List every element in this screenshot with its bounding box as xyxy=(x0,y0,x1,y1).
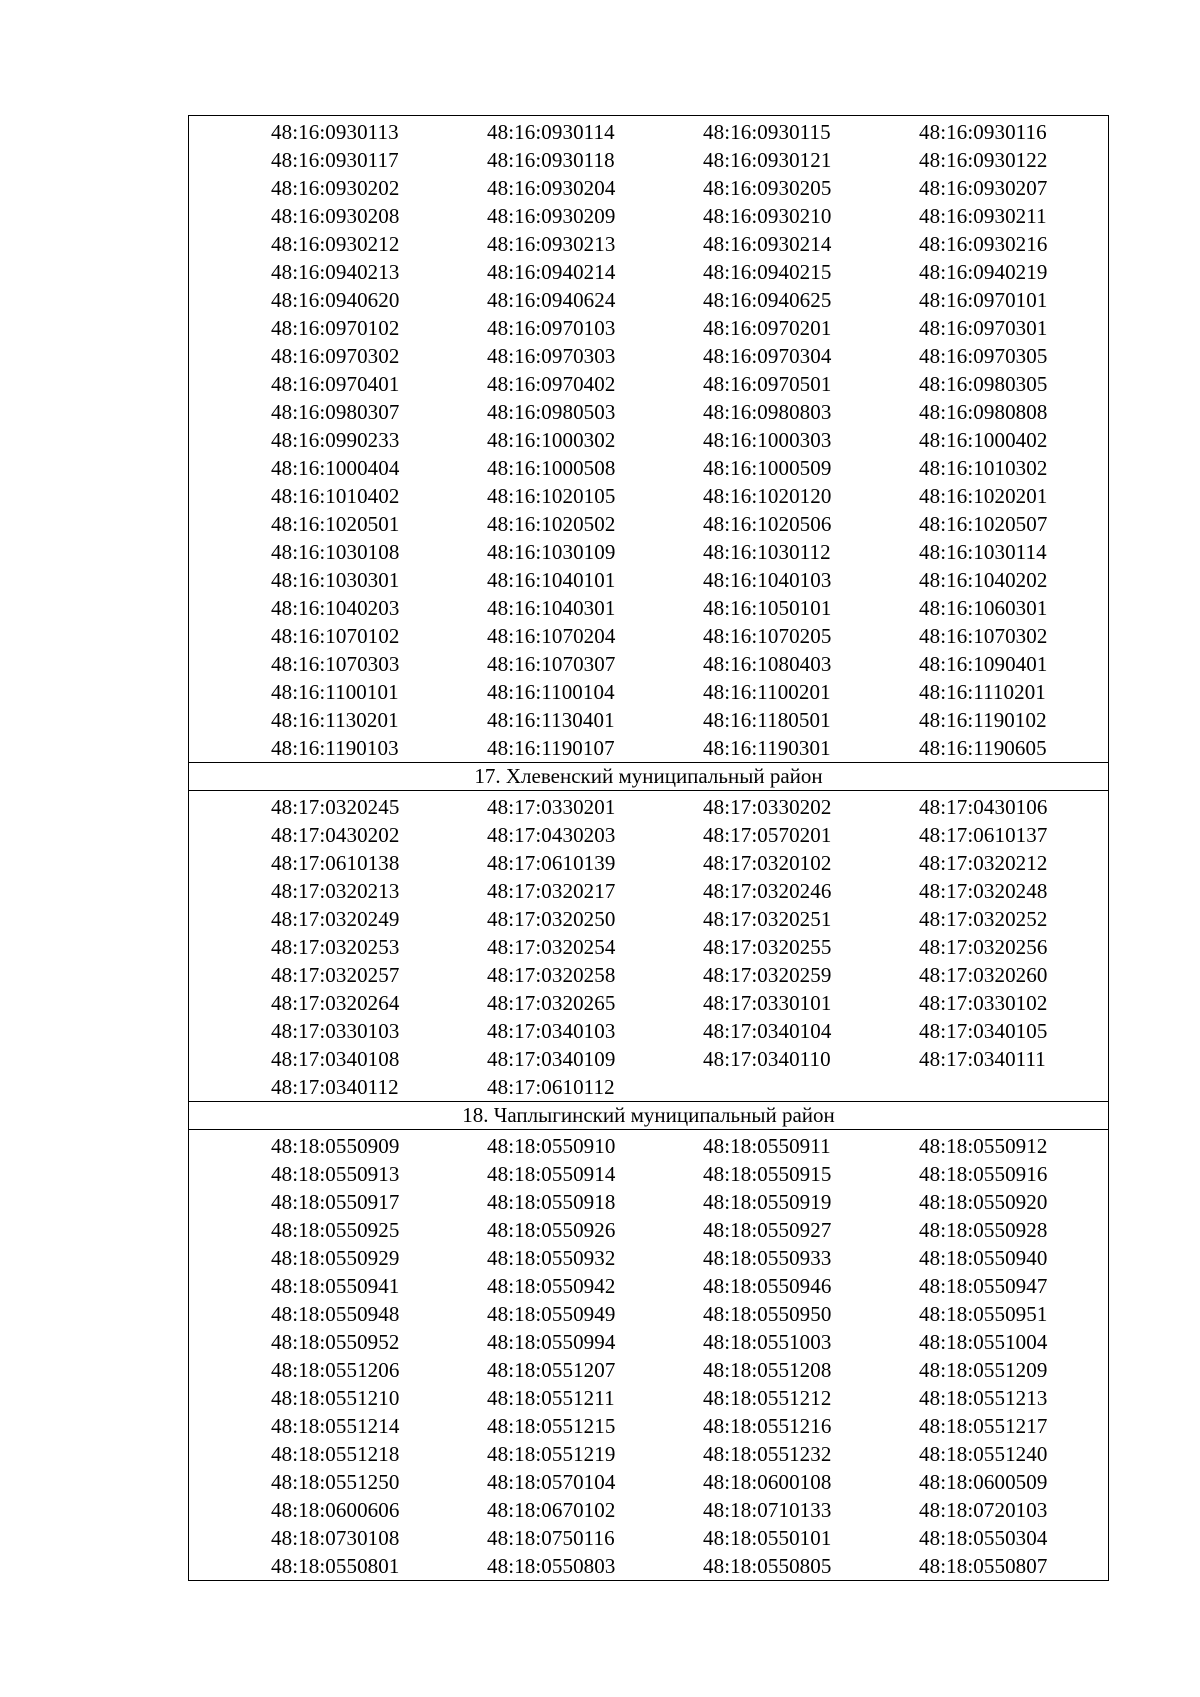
cadastral-number: 48:16:0980307 xyxy=(271,400,400,424)
cadastral-number: 48:18:0550304 xyxy=(919,1526,1048,1550)
cadastral-number: 48:18:0551209 xyxy=(919,1358,1048,1382)
cadastral-number: 48:17:0330101 xyxy=(703,991,832,1015)
cadastral-number: 48:16:1020501 xyxy=(271,512,400,536)
cadastral-number: 48:18:0550914 xyxy=(487,1162,616,1186)
cadastral-number: 48:18:0730108 xyxy=(271,1526,400,1550)
cadastral-number: 48:16:1030108 xyxy=(271,540,400,564)
cadastral-number: 48:17:0320256 xyxy=(919,935,1048,959)
cadastral-number: 48:16:0970304 xyxy=(703,344,832,368)
cadastral-number: 48:16:1070302 xyxy=(919,624,1048,648)
cadastral-number: 48:18:0550927 xyxy=(703,1218,832,1242)
section-18-chaplyginsky xyxy=(189,1101,1108,1580)
cadastral-number: 48:17:0430202 xyxy=(271,823,400,847)
cadastral-number: 48:16:1010302 xyxy=(919,456,1048,480)
cadastral-number: 48:18:0600606 xyxy=(271,1498,400,1522)
cadastral-number: 48:18:0551207 xyxy=(487,1358,616,1382)
cadastral-number: 48:16:0980503 xyxy=(487,400,616,424)
cadastral-number: 48:17:0320264 xyxy=(271,991,400,1015)
cadastral-number: 48:17:0320245 xyxy=(271,795,400,819)
cadastral-number: 48:16:0930208 xyxy=(271,204,400,228)
cadastral-number: 48:16:0940215 xyxy=(703,260,832,284)
cadastral-number: 48:16:1000402 xyxy=(919,428,1048,452)
cadastral-number: 48:16:1090401 xyxy=(919,652,1048,676)
cadastral-number: 48:16:0940625 xyxy=(703,288,832,312)
cadastral-number: 48:16:1040301 xyxy=(487,596,616,620)
cadastral-number: 48:17:0430106 xyxy=(919,795,1048,819)
cadastral-number: 48:18:0600509 xyxy=(919,1470,1048,1494)
cadastral-number: 48:16:0970305 xyxy=(919,344,1048,368)
cadastral-number: 48:16:0930122 xyxy=(919,148,1048,172)
cadastral-number: 48:18:0710133 xyxy=(703,1498,832,1522)
cadastral-number: 48:18:0550948 xyxy=(271,1302,400,1326)
cadastral-number: 48:16:1190605 xyxy=(919,736,1047,760)
cadastral-number: 48:17:0320265 xyxy=(487,991,616,1015)
cadastral-number: 48:16:1100104 xyxy=(487,680,615,704)
cadastral-number: 48:16:0930121 xyxy=(703,148,832,172)
cadastral-number: 48:16:1000303 xyxy=(703,428,832,452)
cadastral-number: 48:16:1130201 xyxy=(271,708,399,732)
cadastral-number: 48:18:0550946 xyxy=(703,1274,832,1298)
cadastral-number: 48:16:1070204 xyxy=(487,624,616,648)
cadastral-number: 48:16:1030109 xyxy=(487,540,616,564)
cadastral-number: 48:16:1190301 xyxy=(703,736,831,760)
cadastral-number: 48:18:0551216 xyxy=(703,1414,832,1438)
cadastral-number: 48:16:0930117 xyxy=(271,148,399,172)
cadastral-number: 48:16:1070303 xyxy=(271,652,400,676)
cadastral-number: 48:17:0330202 xyxy=(703,795,832,819)
cadastral-number: 48:18:0550950 xyxy=(703,1302,832,1326)
cadastral-number: 48:17:0320251 xyxy=(703,907,832,931)
cadastral-number: 48:16:0970201 xyxy=(703,316,832,340)
cadastral-number: 48:17:0330103 xyxy=(271,1019,400,1043)
cadastral-number: 48:18:0551212 xyxy=(703,1386,832,1410)
code-grid xyxy=(189,1130,1108,1580)
cadastral-number: 48:16:0930210 xyxy=(703,204,832,228)
cadastral-number: 48:16:1000508 xyxy=(487,456,616,480)
cadastral-number: 48:16:0930212 xyxy=(271,232,400,256)
cadastral-number: 48:17:0320257 xyxy=(271,963,400,987)
cadastral-number: 48:16:0970303 xyxy=(487,344,616,368)
cadastral-number: 48:18:0550926 xyxy=(487,1218,616,1242)
cadastral-number: 48:18:0720103 xyxy=(919,1498,1048,1522)
cadastral-number: 48:17:0610139 xyxy=(487,851,616,875)
cadastral-number: 48:18:0551215 xyxy=(487,1414,616,1438)
cadastral-number: 48:18:0551003 xyxy=(703,1330,832,1354)
cadastral-number: 48:18:0600108 xyxy=(703,1470,832,1494)
section-16-continued xyxy=(189,116,1108,762)
cadastral-number: 48:16:1190102 xyxy=(919,708,1047,732)
cadastral-number: 48:16:1020105 xyxy=(487,484,616,508)
cadastral-number: 48:16:0940620 xyxy=(271,288,400,312)
cadastral-number: 48:17:0610137 xyxy=(919,823,1048,847)
cadastral-number: 48:18:0551210 xyxy=(271,1386,400,1410)
cadastral-number: 48:16:0930202 xyxy=(271,176,400,200)
cadastral-number: 48:17:0340103 xyxy=(487,1019,616,1043)
cadastral-number: 48:18:0550916 xyxy=(919,1162,1048,1186)
cadastral-number: 48:16:0980803 xyxy=(703,400,832,424)
cadastral-number: 48:17:0320213 xyxy=(271,879,400,903)
cadastral-number: 48:16:1180501 xyxy=(703,708,831,732)
cadastral-number: 48:16:0930118 xyxy=(487,148,615,172)
cadastral-number: 48:17:0340104 xyxy=(703,1019,832,1043)
cadastral-number: 48:16:1130401 xyxy=(487,708,615,732)
cadastral-number: 48:16:1070205 xyxy=(703,624,832,648)
cadastral-number: 48:16:1110201 xyxy=(919,680,1046,704)
cadastral-number: 48:16:0940214 xyxy=(487,260,616,284)
cadastral-number: 48:18:0551250 xyxy=(271,1470,400,1494)
cadastral-number: 48:17:0320248 xyxy=(919,879,1048,903)
cadastral-table xyxy=(188,115,1109,1581)
cadastral-number: 48:18:0550925 xyxy=(271,1218,400,1242)
cadastral-number: 48:18:0551213 xyxy=(919,1386,1048,1410)
cadastral-number: 48:18:0550803 xyxy=(487,1554,616,1578)
cadastral-number: 48:16:0930114 xyxy=(487,120,615,144)
cadastral-number: 48:18:0550911 xyxy=(703,1134,831,1158)
cadastral-number: 48:17:0320260 xyxy=(919,963,1048,987)
cadastral-number: 48:16:0970101 xyxy=(919,288,1048,312)
cadastral-number: 48:16:1030301 xyxy=(271,568,400,592)
cadastral-number: 48:16:1040203 xyxy=(271,596,400,620)
cadastral-number: 48:16:0930216 xyxy=(919,232,1048,256)
cadastral-number: 48:16:1060301 xyxy=(919,596,1048,620)
cadastral-number: 48:18:0670102 xyxy=(487,1498,616,1522)
cadastral-number: 48:17:0330201 xyxy=(487,795,616,819)
cadastral-number: 48:18:0551004 xyxy=(919,1330,1048,1354)
cadastral-number: 48:18:0551211 xyxy=(487,1386,615,1410)
cadastral-number: 48:16:0990233 xyxy=(271,428,400,452)
cadastral-number: 48:18:0550949 xyxy=(487,1302,616,1326)
cadastral-number: 48:18:0551214 xyxy=(271,1414,400,1438)
cadastral-number: 48:18:0550912 xyxy=(919,1134,1048,1158)
cadastral-number: 48:16:1080403 xyxy=(703,652,832,676)
cadastral-number: 48:16:0930204 xyxy=(487,176,616,200)
cadastral-number: 48:16:0970401 xyxy=(271,372,400,396)
cadastral-number: 48:18:0551217 xyxy=(919,1414,1048,1438)
cadastral-number: 48:17:0340109 xyxy=(487,1047,616,1071)
cadastral-number: 48:16:0930113 xyxy=(271,120,399,144)
cadastral-number: 48:16:0940624 xyxy=(487,288,616,312)
cadastral-number: 48:18:0550909 xyxy=(271,1134,400,1158)
cadastral-number: 48:16:1100101 xyxy=(271,680,399,704)
cadastral-number: 48:17:0340112 xyxy=(271,1075,399,1099)
cadastral-number: 48:18:0551219 xyxy=(487,1442,616,1466)
cadastral-number: 48:16:0940219 xyxy=(919,260,1048,284)
cadastral-number: 48:18:0550952 xyxy=(271,1330,400,1354)
cadastral-number: 48:16:0940213 xyxy=(271,260,400,284)
cadastral-number: 48:16:1190103 xyxy=(271,736,399,760)
cadastral-number: 48:16:1040103 xyxy=(703,568,832,592)
cadastral-number: 48:17:0320253 xyxy=(271,935,400,959)
cadastral-number: 48:16:0980305 xyxy=(919,372,1048,396)
cadastral-number: 48:17:0610112 xyxy=(487,1075,615,1099)
cadastral-number: 48:16:0930211 xyxy=(919,204,1047,228)
cadastral-number: 48:17:0320102 xyxy=(703,851,832,875)
cadastral-number: 48:18:0551208 xyxy=(703,1358,832,1382)
cadastral-number: 48:18:0550940 xyxy=(919,1246,1048,1270)
cadastral-number: 48:18:0550929 xyxy=(271,1246,400,1270)
cadastral-number: 48:17:0340105 xyxy=(919,1019,1048,1043)
cadastral-number: 48:18:0550919 xyxy=(703,1190,832,1214)
cadastral-number: 48:18:0551206 xyxy=(271,1358,400,1382)
cadastral-number: 48:16:0930213 xyxy=(487,232,616,256)
cadastral-number: 48:16:1100201 xyxy=(703,680,831,704)
cadastral-number: 48:16:0970103 xyxy=(487,316,616,340)
cadastral-number: 48:17:0320212 xyxy=(919,851,1048,875)
code-grid xyxy=(189,791,1108,1101)
cadastral-number: 48:18:0551240 xyxy=(919,1442,1048,1466)
cadastral-number: 48:16:1070102 xyxy=(271,624,400,648)
cadastral-number: 48:17:0320259 xyxy=(703,963,832,987)
cadastral-number: 48:16:0970302 xyxy=(271,344,400,368)
cadastral-number: 48:16:0970102 xyxy=(271,316,400,340)
cadastral-number: 48:16:1040202 xyxy=(919,568,1048,592)
cadastral-number: 48:16:1070307 xyxy=(487,652,616,676)
cadastral-number: 48:16:0930209 xyxy=(487,204,616,228)
cadastral-number: 48:16:1190107 xyxy=(487,736,615,760)
cadastral-number: 48:16:1000509 xyxy=(703,456,832,480)
code-grid xyxy=(189,116,1108,762)
cadastral-number: 48:16:1010402 xyxy=(271,484,400,508)
cadastral-number: 48:18:0550994 xyxy=(487,1330,616,1354)
cadastral-number: 48:17:0570201 xyxy=(703,823,832,847)
cadastral-number: 48:17:0320254 xyxy=(487,935,616,959)
section-title: 17. Хлевенский муниципальный район xyxy=(189,763,1108,791)
cadastral-number: 48:16:0930205 xyxy=(703,176,832,200)
cadastral-number: 48:16:0970501 xyxy=(703,372,832,396)
cadastral-number: 48:18:0551232 xyxy=(703,1442,832,1466)
cadastral-number: 48:16:1020201 xyxy=(919,484,1048,508)
section-title: 18. Чаплыгинский муниципальный район xyxy=(189,1102,1108,1130)
cadastral-number: 48:17:0320252 xyxy=(919,907,1048,931)
cadastral-number: 48:18:0550917 xyxy=(271,1190,400,1214)
cadastral-number: 48:16:1050101 xyxy=(703,596,832,620)
cadastral-number: 48:18:0550913 xyxy=(271,1162,400,1186)
cadastral-number: 48:16:1020502 xyxy=(487,512,616,536)
cadastral-number: 48:16:0970301 xyxy=(919,316,1048,340)
cadastral-number: 48:18:0550805 xyxy=(703,1554,832,1578)
cadastral-number: 48:16:0930115 xyxy=(703,120,831,144)
cadastral-number: 48:16:0980808 xyxy=(919,400,1048,424)
cadastral-number: 48:16:1000404 xyxy=(271,456,400,480)
cadastral-number: 48:17:0320217 xyxy=(487,879,616,903)
cadastral-number: 48:16:1000302 xyxy=(487,428,616,452)
cadastral-number: 48:18:0550915 xyxy=(703,1162,832,1186)
cadastral-number: 48:18:0550910 xyxy=(487,1134,616,1158)
cadastral-number: 48:16:1020507 xyxy=(919,512,1048,536)
cadastral-number: 48:18:0550101 xyxy=(703,1526,832,1550)
cadastral-number: 48:16:0930116 xyxy=(919,120,1047,144)
cadastral-number: 48:18:0550928 xyxy=(919,1218,1048,1242)
cadastral-number: 48:16:1030114 xyxy=(919,540,1047,564)
cadastral-number: 48:18:0551218 xyxy=(271,1442,400,1466)
cadastral-number: 48:17:0340111 xyxy=(919,1047,1046,1071)
cadastral-number: 48:17:0610138 xyxy=(271,851,400,875)
cadastral-number: 48:18:0550932 xyxy=(487,1246,616,1270)
cadastral-number: 48:17:0320246 xyxy=(703,879,832,903)
cadastral-number: 48:16:1030112 xyxy=(703,540,831,564)
cadastral-number: 48:18:0550942 xyxy=(487,1274,616,1298)
cadastral-number: 48:18:0750116 xyxy=(487,1526,615,1550)
cadastral-number: 48:17:0430203 xyxy=(487,823,616,847)
cadastral-number: 48:18:0550807 xyxy=(919,1554,1048,1578)
cadastral-number: 48:16:1040101 xyxy=(487,568,616,592)
cadastral-number: 48:17:0340108 xyxy=(271,1047,400,1071)
cadastral-number: 48:18:0550918 xyxy=(487,1190,616,1214)
cadastral-number: 48:18:0550920 xyxy=(919,1190,1048,1214)
cadastral-number: 48:18:0570104 xyxy=(487,1470,616,1494)
cadastral-number: 48:18:0550801 xyxy=(271,1554,400,1578)
cadastral-number: 48:16:0930214 xyxy=(703,232,832,256)
cadastral-number: 48:17:0320249 xyxy=(271,907,400,931)
cadastral-number: 48:16:1020120 xyxy=(703,484,832,508)
cadastral-number: 48:17:0330102 xyxy=(919,991,1048,1015)
cadastral-number: 48:17:0320255 xyxy=(703,935,832,959)
cadastral-number: 48:18:0550947 xyxy=(919,1274,1048,1298)
cadastral-number: 48:17:0320250 xyxy=(487,907,616,931)
cadastral-number: 48:17:0320258 xyxy=(487,963,616,987)
section-17-khlevensky xyxy=(189,762,1108,1101)
cadastral-number: 48:18:0550941 xyxy=(271,1274,400,1298)
cadastral-number: 48:18:0550933 xyxy=(703,1246,832,1270)
cadastral-number: 48:17:0340110 xyxy=(703,1047,831,1071)
cadastral-number: 48:16:1020506 xyxy=(703,512,832,536)
cadastral-number: 48:18:0550951 xyxy=(919,1302,1048,1326)
cadastral-number: 48:16:0930207 xyxy=(919,176,1048,200)
cadastral-number: 48:16:0970402 xyxy=(487,372,616,396)
